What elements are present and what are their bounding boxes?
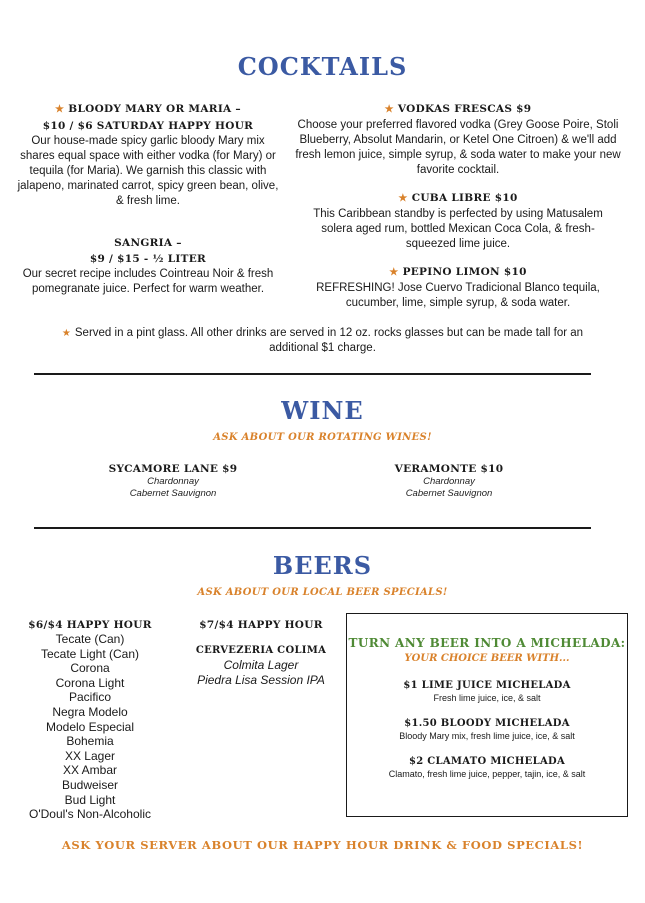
vodkas-item	[292, 101, 624, 178]
beer-item: Corona Light	[55, 675, 125, 690]
wine-subtitle: ASK ABOUT OUR ROTATING WINES!	[213, 432, 432, 443]
footer-note: ASK YOUR SERVER ABOUT OUR HAPPY HOUR DRINK & FOOD SPECIALS!	[61, 838, 584, 852]
beer-item: Piedra Lisa Session IPA	[197, 672, 325, 687]
michelada-title: TURN ANY BEER INTO A MICHELADA:	[348, 636, 626, 650]
beers-title: BEERS	[272, 551, 373, 580]
wine-title: WINE	[281, 396, 364, 425]
beer-item: Budweiser	[61, 777, 119, 792]
star-icon: ★	[55, 104, 65, 115]
michelada-box	[346, 613, 628, 817]
star-icon: ★	[61, 328, 71, 339]
divider	[34, 373, 591, 375]
michelada-item-desc: Bloody Mary mix, fresh lime juice, ice, & salt	[399, 731, 575, 741]
sangria-name: SANGRIA –	[114, 237, 182, 249]
pepino-limon-desc: REFRESHING! Jose Cuervo Tradicional Blanco tequila, cucumber, lime, simple syrup, & soda water.	[316, 282, 600, 309]
michelada-item-desc: Clamato, fresh lime juice, pepper, tajin, ice, & salt	[388, 769, 586, 779]
sangria-desc: Our secret recipe includes Cointreau Noir & fresh pomegranate juice. Perfect for warm weather.	[22, 268, 274, 295]
beer-item: Negra Modelo	[52, 704, 128, 719]
beer-item: Corona	[70, 661, 110, 676]
beer-item: XX Ambar	[62, 763, 118, 778]
beer-column-1	[4, 618, 176, 822]
veramonte-name: VERAMONTE $10	[394, 463, 504, 475]
veramonte-varietal-2: Cabernet Sauvignon	[405, 488, 493, 499]
beer-item: Bohemia	[66, 734, 114, 749]
beer-item: Tecate (Can)	[55, 632, 125, 646]
pepino-limon-item	[292, 264, 624, 311]
star-icon: ★	[398, 193, 408, 204]
bloody-mary-name: BLOODY MARY OR MARIA –	[68, 103, 241, 115]
cuba-libre-desc: This Caribbean standby is perfected by using Matusalem solera aged rum, bottled Mexican Coca Cola, & fresh-squeezed lime juice.	[313, 208, 603, 250]
beer-item: Tecate Light (Can)	[40, 646, 140, 661]
divider	[34, 527, 591, 529]
cocktail-footnote	[40, 326, 605, 356]
michelada-item-name: $2 CLAMATO MICHELADA	[408, 756, 566, 767]
michelada-item	[347, 717, 627, 742]
beer-col1-list	[4, 632, 176, 822]
bloody-mary-item	[14, 101, 282, 209]
cuba-libre-name: CUBA LIBRE $10	[411, 192, 518, 204]
michelada-list	[347, 679, 627, 780]
beer-item: Pacifico	[68, 690, 112, 705]
sangria-item	[20, 235, 276, 297]
beer-column-2	[188, 618, 334, 687]
beer-col1-heading: $6/$4 HAPPY HOUR	[28, 619, 152, 631]
sangria-price: $9 / $15 - ½ LITER	[89, 253, 207, 265]
footnote-text: Served in a pint glass. All other drinks are served in 12 oz. rocks glasses but can be made tall for an additional $1 charge.	[74, 327, 584, 354]
michelada-item-name: $1.50 BLOODY MICHELADA	[404, 718, 570, 729]
michelada-item-desc: Fresh lime juice, ice, & salt	[433, 693, 541, 703]
veramonte-varietal-1: Chardonnay	[423, 476, 475, 487]
michelada-item	[347, 679, 627, 704]
cocktails-title: COCKTAILS	[237, 52, 408, 81]
beer-col2-heading: $7/$4 HAPPY HOUR	[199, 619, 323, 631]
michelada-item-name: $1 LIME JUICE MICHELADA	[403, 680, 571, 691]
beer-col2-list	[188, 658, 334, 687]
beers-subtitle: ASK ABOUT OUR LOCAL BEER SPECIALS!	[197, 587, 448, 598]
pepino-limon-name: PEPINO LIMON $10	[402, 266, 527, 278]
bloody-mary-desc: Our house-made spicy garlic bloody Mary mix shares equal space with either vodka (for Mary) or tequila (for Maria). We garnish this classic with jalapeno, marinated carrot, spicy green bean, olive, & fresh lime.	[17, 135, 279, 207]
beer-item: Colmita Lager	[223, 658, 299, 672]
beer-item: XX Lager	[64, 748, 116, 763]
beer-item: Modelo Especial	[45, 719, 135, 734]
michelada-subtitle: YOUR CHOICE BEER WITH...	[404, 653, 570, 664]
star-icon: ★	[384, 104, 394, 115]
sycamore-varietal-1: Chardonnay	[147, 476, 199, 487]
sycamore-varietal-2: Cabernet Sauvignon	[129, 488, 217, 499]
wine-veramonte	[354, 462, 544, 500]
beer-item: O'Doul's Non-Alcoholic	[29, 807, 151, 822]
vodkas-desc: Choose your preferred flavored vodka (Grey Goose Poire, Stoli Blueberry, Absolut Mandarin, or Ketel One Citroen) & we'll add fresh lemon juice, simple syrup, & soda water to make your new favorite cocktail.	[295, 119, 621, 176]
bloody-mary-price: $10 / $6 SATURDAY HAPPY HOUR	[42, 120, 254, 132]
sycamore-name: SYCAMORE LANE $9	[108, 463, 238, 475]
michelada-item	[347, 755, 627, 780]
beer-item: Bud Light	[64, 792, 116, 807]
vodkas-name: VODKAS FRESCAS $9	[397, 103, 532, 115]
wine-sycamore	[78, 462, 268, 500]
star-icon: ★	[389, 267, 399, 278]
beer-col2-brand: CERVEZERIA COLIMA	[195, 645, 327, 656]
cuba-libre-item	[292, 190, 624, 252]
